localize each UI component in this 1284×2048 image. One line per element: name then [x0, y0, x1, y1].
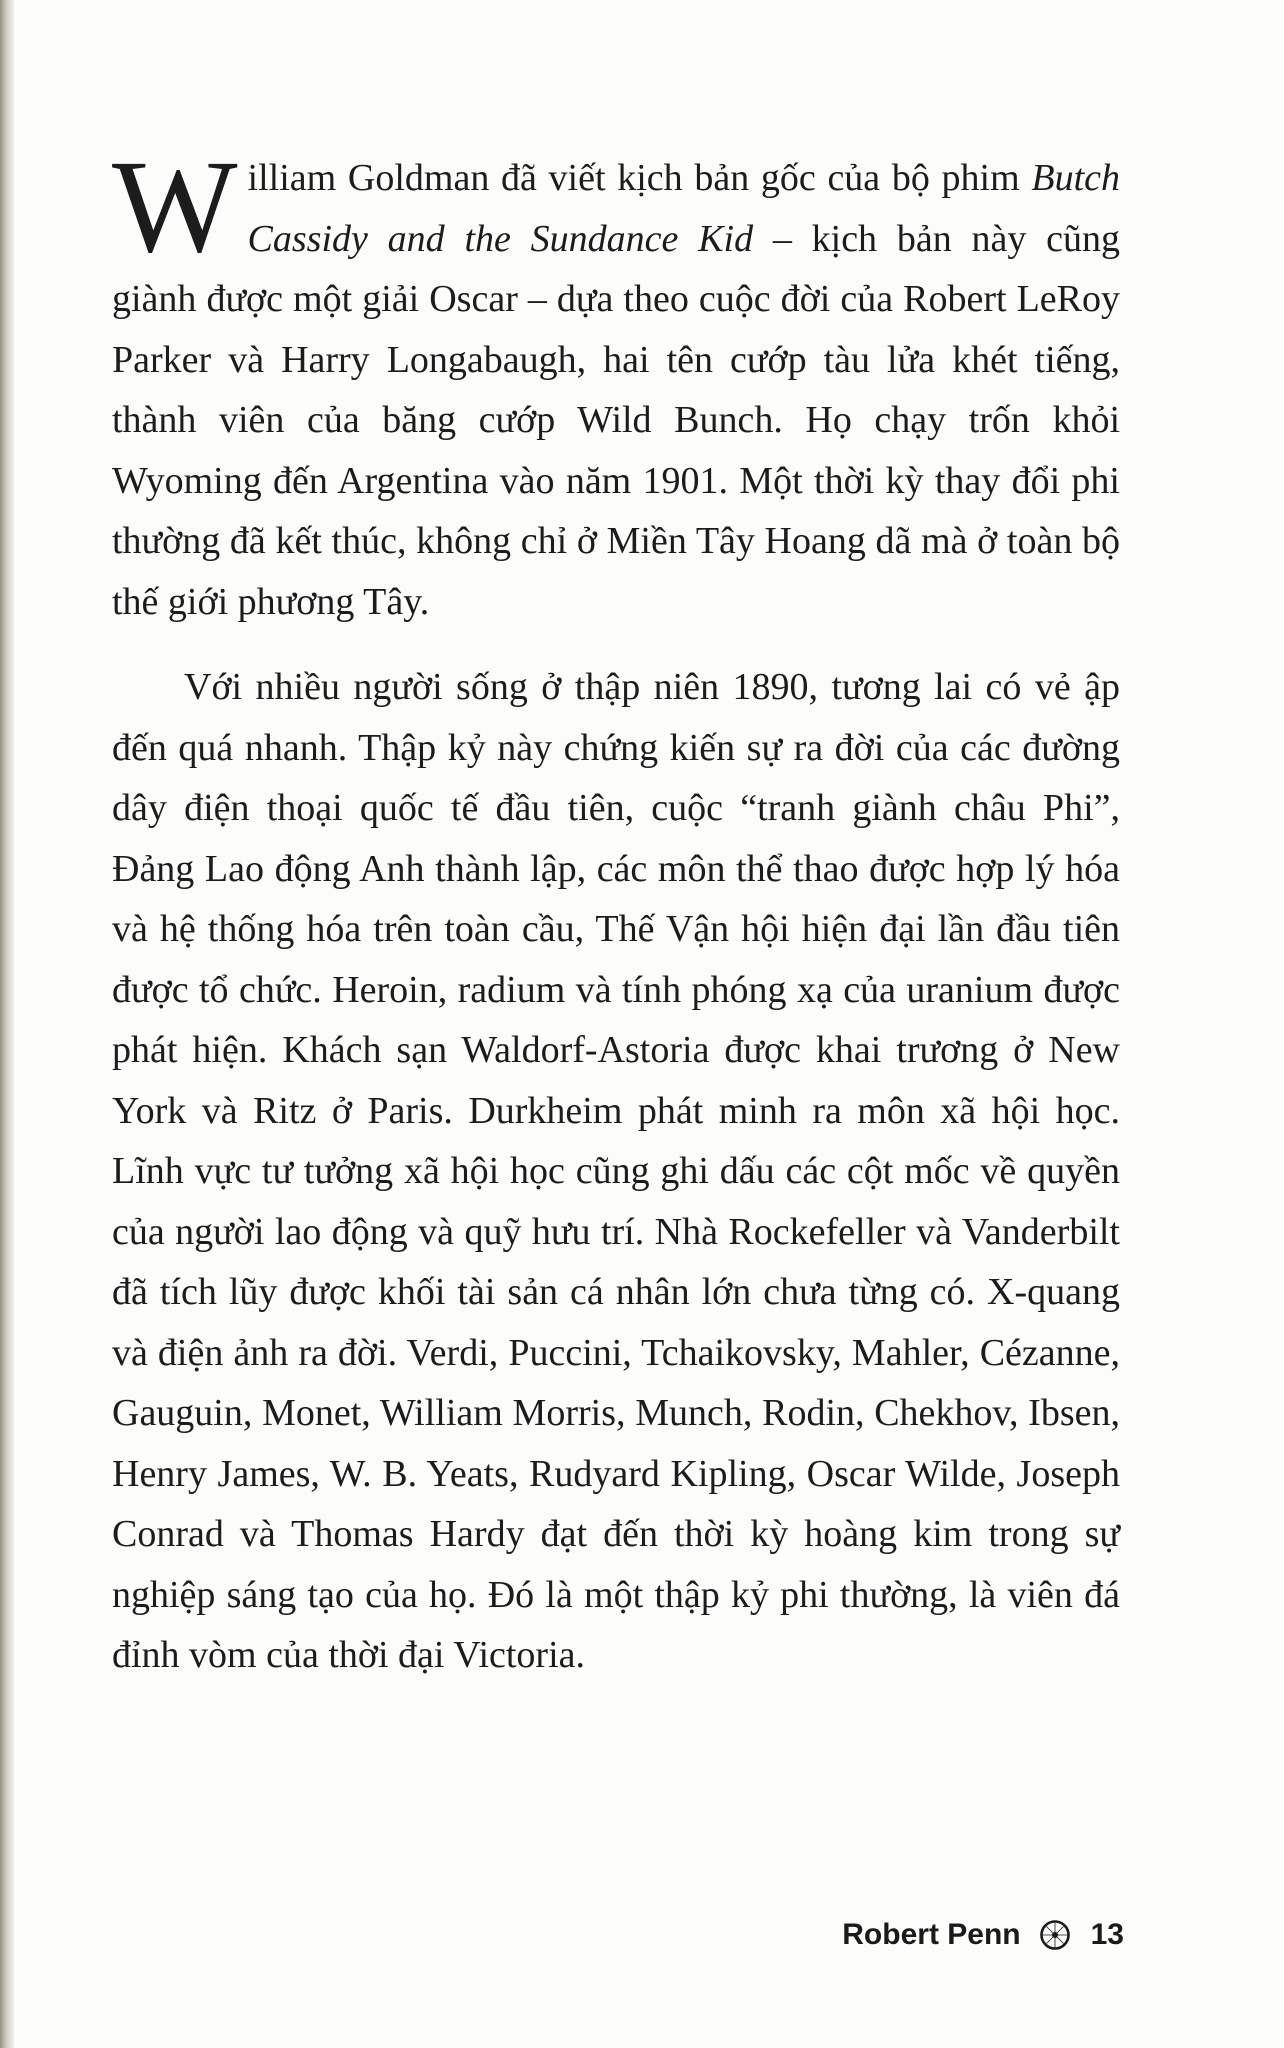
drop-cap: W	[112, 132, 236, 280]
page-footer	[842, 1918, 1124, 1952]
page-spine-edge	[0, 0, 14, 2048]
footer-author: Robert Penn	[842, 1918, 1021, 1951]
body-text	[112, 132, 1120, 1686]
paragraph-1	[112, 132, 1120, 632]
paragraph-1-text-start: illiam Goldman đã viết kịch bản gốc của bộ phim	[247, 157, 1032, 199]
film-title: Butch Cassidy and the Sundance Kid	[247, 157, 1120, 260]
page-number: 13	[1090, 1918, 1124, 1951]
paragraph-1-text-end: – kịch bản này cũng giành được một giải Oscar – dựa theo cuộc đời của Robert LeRoy Parker và Harry Longabaugh, hai tên cướp tàu lửa khét tiếng, thành viên của băng cướp Wild Bunch. Họ chạy trốn khỏi Wyoming đến Argentina vào năm 1901. Một thời kỳ thay đổi phi thường đã kết thúc, không chỉ ở Miền Tây Hoang dã mà ở toàn bộ thế giới phương Tây.	[112, 217, 1120, 623]
bicycle-wheel-icon	[1039, 1919, 1071, 1951]
paragraph-2: Với nhiều người sống ở thập niên 1890, tương lai có vẻ ập đến quá nhanh. Thập kỷ này chứng kiến sự ra đời của các đường dây điện thoại quốc tế đầu tiên, cuộc “tranh giành châu Phi”, Đảng Lao động Anh thành lập, các môn thể thao được hợp lý hóa và hệ thống hóa trên toàn cầu, Thế Vận hội hiện đại lần đầu tiên được tổ chức. Heroin, radium và tính phóng xạ của uranium được phát hiện. Khách sạn Waldorf-Astoria được khai trương ở New York và Ritz ở Paris. Durkheim phát minh ra môn xã hội học. Lĩnh vực tư tưởng xã hội học cũng ghi dấu các cột mốc về quyền của người lao động và quỹ hưu trí. Nhà Rockefeller và Vanderbilt đã tích lũy được khối tài sản cá nhân lớn chưa từng có. X-quang và điện ảnh ra đời. Verdi, Puccini, Tchaikovsky, Mahler, Cézanne, Gauguin, Monet, William Morris, Munch, Rodin, Chekhov, Ibsen, Henry James, W. B. Yeats, Rudyard Kipling, Oscar Wilde, Joseph Conrad và Thomas Hardy đạt đến thời kỳ hoàng kim trong sự nghiệp sáng tạo của họ. Đó là một thập kỷ phi thường, là viên đá đỉnh vòm của thời đại Victoria.	[112, 666, 1120, 1676]
